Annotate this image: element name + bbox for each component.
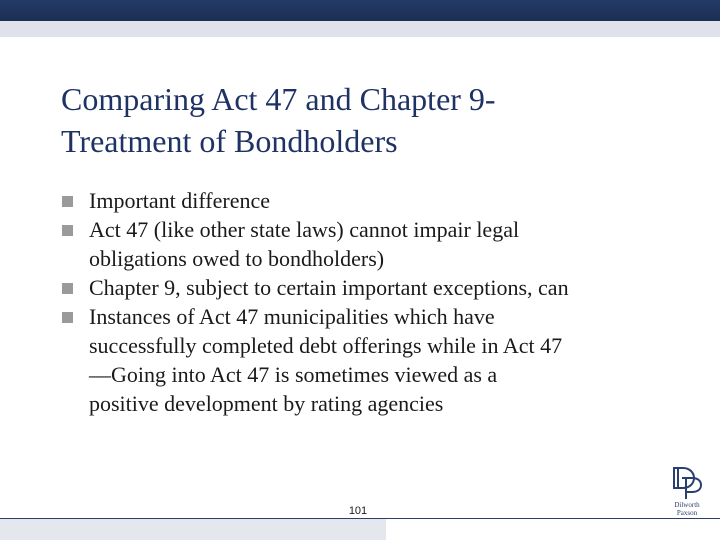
- top-banner: [0, 0, 720, 21]
- bullet-item: [62, 215, 682, 273]
- slide-title-line: Comparing Act 47 and Chapter 9-: [61, 81, 496, 117]
- bullet-text: positive development by rating agencies: [89, 391, 444, 416]
- square-bullet-icon: [62, 196, 73, 207]
- bullet-item: [62, 273, 682, 302]
- square-bullet-icon: [62, 225, 73, 236]
- firm-logo: [664, 466, 710, 526]
- firm-name: [664, 501, 710, 517]
- footer-band: [0, 519, 386, 540]
- footer-rule: [0, 518, 720, 519]
- bullet-text: Important difference: [89, 188, 271, 213]
- bullet-text: Instances of Act 47 municipalities which have: [89, 304, 495, 329]
- bullet-text: —Going into Act 47 is sometimes viewed as a: [89, 362, 498, 387]
- bullet-text: Act 47 (like other state laws) cannot impair legal: [89, 217, 520, 242]
- bullet-item: [62, 186, 682, 215]
- bullet-text: obligations owed to bondholders): [89, 246, 385, 271]
- firm-name-line: Paxson: [676, 509, 698, 517]
- slide-title: [61, 78, 681, 162]
- square-bullet-icon: [62, 283, 73, 294]
- bullet-text: Chapter 9, subject to certain important exceptions, can: [89, 275, 569, 300]
- bullet-list: [62, 186, 682, 418]
- slide-title-line: Treatment of Bondholders: [61, 123, 398, 159]
- dp-monogram-icon: [670, 466, 704, 500]
- bullet-text: successfully completed debt offerings while in Act 47: [89, 333, 563, 358]
- page-number: 101: [348, 505, 368, 517]
- top-banner-stripe: [0, 21, 720, 37]
- bullet-item: [62, 302, 682, 418]
- square-bullet-icon: [62, 312, 73, 323]
- firm-name-line: Dilworth: [674, 501, 700, 509]
